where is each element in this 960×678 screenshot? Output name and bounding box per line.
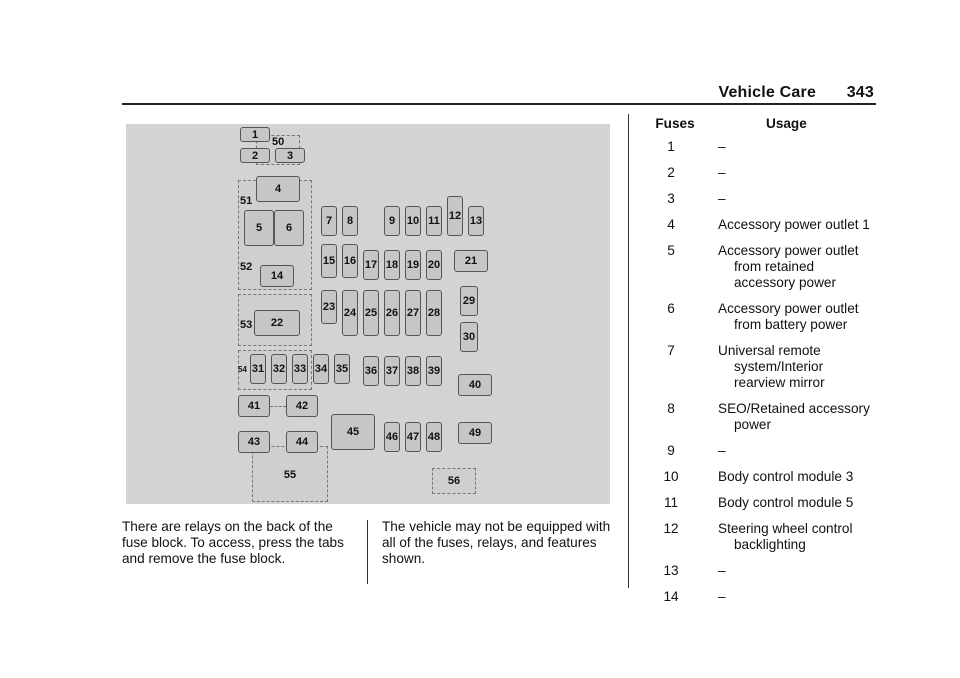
fuse-47: 47 — [405, 422, 421, 452]
fuse-number: 1 — [667, 139, 675, 154]
fuse-usage-text: Accessory power outlet from battery power — [718, 301, 859, 332]
fuse-number: 10 — [663, 469, 679, 484]
fuse-33: 33 — [292, 354, 308, 384]
fuse-number: 3 — [667, 191, 675, 206]
section-title: Vehicle Care — [718, 84, 817, 101]
fuse-usage — [696, 521, 870, 553]
zone-label-52: 52 — [240, 261, 253, 273]
table-row — [646, 563, 886, 579]
fuse-19: 19 — [405, 250, 421, 280]
fuse-9: 9 — [384, 206, 400, 236]
fuse-21: 21 — [454, 250, 488, 272]
fuse-number: 4 — [667, 217, 675, 232]
fuse-11: 11 — [426, 206, 442, 236]
fuse-usage — [696, 243, 870, 291]
fuse-43: 43 — [238, 431, 270, 453]
table-row — [646, 343, 886, 391]
fuse-56: 56 — [447, 475, 461, 487]
header-fuses: Fuses — [655, 116, 695, 131]
fuse-usage-text: Steering wheel control backlighting — [718, 521, 853, 552]
fuse-usage-text: Body control module 5 — [718, 495, 854, 510]
fuse-usage — [696, 469, 870, 485]
page-number: 343 — [846, 84, 874, 101]
table-row — [646, 139, 886, 155]
fuse-35: 35 — [334, 354, 350, 384]
fuse-usage — [696, 443, 870, 459]
fuse-29: 29 — [460, 286, 478, 316]
header-usage: Usage — [766, 116, 807, 131]
table-row — [646, 469, 886, 485]
fuse-23: 23 — [321, 290, 337, 324]
fuse-usage — [696, 191, 870, 207]
fuse-usage — [696, 563, 870, 579]
fuse-7: 7 — [321, 206, 337, 236]
column-divider-2 — [628, 114, 629, 588]
fuse-18: 18 — [384, 250, 400, 280]
zone-label-50: 50 — [272, 136, 285, 148]
fuse-4: 4 — [256, 176, 300, 202]
fuse-usage-text: Accessory power outlet from retained accessory power — [718, 243, 859, 290]
table-row — [646, 217, 886, 233]
fuse-13: 13 — [468, 206, 484, 236]
fuse-38: 38 — [405, 356, 421, 386]
table-row — [646, 401, 886, 433]
fuse-37: 37 — [384, 356, 400, 386]
page-header — [718, 84, 874, 102]
fuse-25: 25 — [363, 290, 379, 336]
fuse-number: 13 — [663, 563, 679, 578]
connector-41-42 — [270, 406, 286, 407]
fuse-14: 14 — [260, 265, 294, 287]
fuse-49: 49 — [458, 422, 492, 444]
fuse-number: 11 — [663, 495, 679, 510]
fuse-10: 10 — [405, 206, 421, 236]
fuse-42: 42 — [286, 395, 318, 417]
fuse-15: 15 — [321, 244, 337, 278]
fuse-number: 5 — [667, 243, 675, 258]
table-header — [646, 116, 886, 131]
table-row — [646, 589, 886, 605]
fuse-45: 45 — [331, 414, 375, 450]
fuse-usage — [696, 343, 870, 391]
fuse-27: 27 — [405, 290, 421, 336]
fuse-usage-text: – — [718, 563, 726, 578]
fuse-26: 26 — [384, 290, 400, 336]
fuse-usage — [696, 217, 870, 233]
fuse-usage-text: – — [718, 191, 726, 206]
fuse-usage-text: Universal remote system/Interior rearview mirror — [718, 343, 825, 390]
table-row — [646, 495, 886, 511]
fuse-2: 2 — [240, 148, 270, 163]
fuse-32: 32 — [271, 354, 287, 384]
fuse-usage — [696, 495, 870, 511]
fuse-usage — [696, 301, 870, 333]
zone-label-51: 51 — [240, 195, 253, 207]
fuse-41: 41 — [238, 395, 270, 417]
table-row — [646, 243, 886, 291]
fuse-28: 28 — [426, 290, 442, 336]
column-divider-1 — [367, 520, 368, 584]
zone-label-53: 53 — [240, 319, 253, 331]
fuse-usage-text: – — [718, 589, 726, 604]
fuse-block-diagram — [126, 124, 610, 504]
fuse-number: 6 — [667, 301, 675, 316]
fuse-number: 7 — [667, 343, 675, 358]
fuse-usage-text: – — [718, 165, 726, 180]
table-row — [646, 165, 886, 181]
relay-note: There are relays on the back of the fuse block. To access, press the tabs and remove the fuse block. — [122, 519, 344, 566]
fuse-40: 40 — [458, 374, 492, 396]
table-row — [646, 521, 886, 553]
equipment-note: The vehicle may not be equipped with all of the fuses, relays, and features shown. — [382, 519, 611, 566]
fuse-55: 55 — [283, 469, 297, 481]
table-row — [646, 191, 886, 207]
fuse-1: 1 — [240, 127, 270, 142]
fuse-3: 3 — [275, 148, 305, 163]
fuse-usage — [696, 165, 870, 181]
fuse-number: 12 — [663, 521, 679, 536]
fuse-usage — [696, 139, 870, 155]
fuse-usage-text: SEO/Retained accessory power — [718, 401, 870, 432]
fuse-usage — [696, 589, 870, 605]
zone-label-54: 54 — [238, 365, 247, 374]
fuse-6: 6 — [274, 210, 304, 246]
header-rule — [122, 103, 876, 105]
fuse-usage-text: – — [718, 443, 726, 458]
fuse-12: 12 — [447, 196, 463, 236]
fuse-16: 16 — [342, 244, 358, 278]
fuse-5: 5 — [244, 210, 274, 246]
fuse-number: 8 — [667, 401, 675, 416]
fuse-34: 34 — [313, 354, 329, 384]
fuse-20: 20 — [426, 250, 442, 280]
fuse-31: 31 — [250, 354, 266, 384]
fuse-46: 46 — [384, 422, 400, 452]
fuse-48: 48 — [426, 422, 442, 452]
fuse-usage-text: – — [718, 139, 726, 154]
fuse-44: 44 — [286, 431, 318, 453]
fuse-17: 17 — [363, 250, 379, 280]
fuse-22: 22 — [254, 310, 300, 336]
fuse-usage-table — [646, 116, 886, 615]
fuse-39: 39 — [426, 356, 442, 386]
fuse-30: 30 — [460, 322, 478, 352]
fuse-8: 8 — [342, 206, 358, 236]
table-row — [646, 443, 886, 459]
fuse-number: 9 — [667, 443, 675, 458]
fuse-usage — [696, 401, 870, 433]
fuse-number: 2 — [667, 165, 675, 180]
fuse-usage-text: Accessory power outlet 1 — [718, 217, 870, 232]
fuse-24: 24 — [342, 290, 358, 336]
fuse-usage-text: Body control module 3 — [718, 469, 854, 484]
table-row — [646, 301, 886, 333]
fuse-number: 14 — [663, 589, 679, 604]
fuse-36: 36 — [363, 356, 379, 386]
